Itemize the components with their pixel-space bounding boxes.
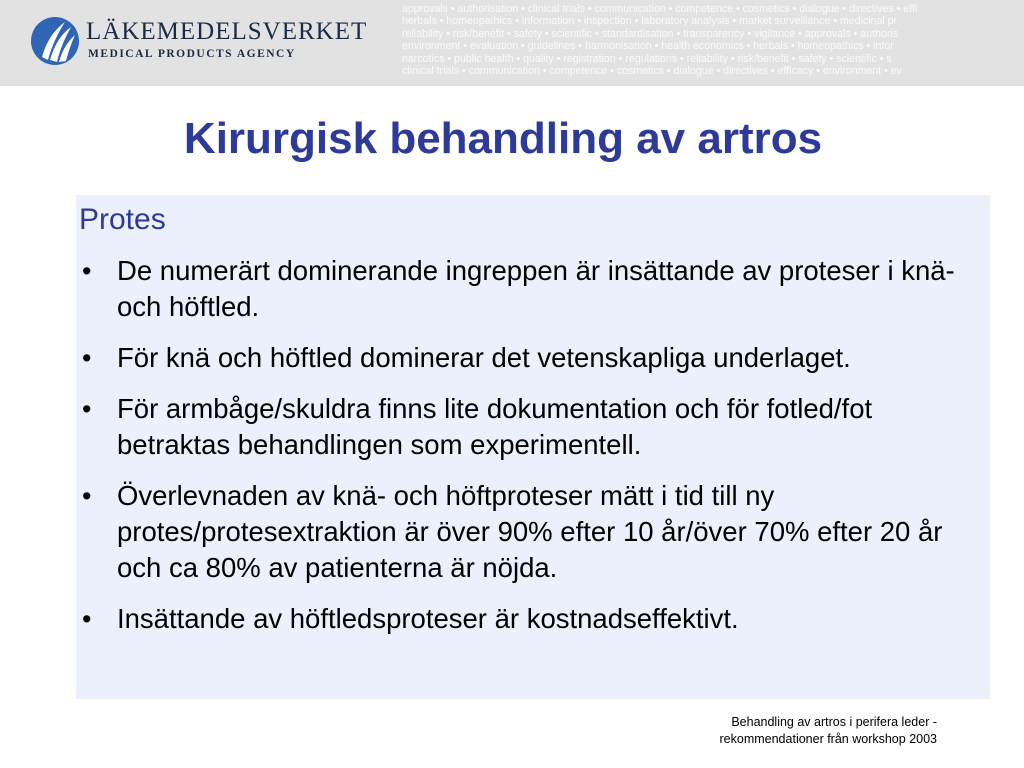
footer-line: rekommendationer från workshop 2003 xyxy=(719,732,937,746)
logo-name: LÄKEMEDELSVERKET xyxy=(86,18,368,45)
bullet-icon: • xyxy=(82,394,92,424)
bullet-icon: • xyxy=(82,256,92,286)
slide-title: Kirurgisk behandling av artros xyxy=(183,114,823,163)
keyword-watermark xyxy=(402,3,1024,77)
bullet-item xyxy=(76,340,990,376)
section-heading: Protes xyxy=(79,203,166,236)
logo-emblem-icon xyxy=(30,16,80,66)
watermark-line: narcotics • public health • quality • registration • regulations • reliability • risk/benefit • safety • scientific • s xyxy=(402,52,892,65)
watermark-line: herbals • homeopathics • information • inspection • laboratory analysis • market surveillance • medicinal pr xyxy=(402,15,898,28)
footer-caption xyxy=(640,714,937,748)
bullet-text: De numerärt dominerande ingreppen är insättande av proteser i knä- och höftled. xyxy=(117,255,955,322)
header-band xyxy=(0,0,1024,86)
watermark-line: clinical trials • communication • competence • cosmetics • dialogue • directives • efficacy • environment • ev xyxy=(402,65,902,78)
logo-subtitle: MEDICAL PRODUCTS AGENCY xyxy=(88,48,296,60)
bullet-item xyxy=(76,478,990,586)
bullet-icon: • xyxy=(82,604,92,634)
footer-line: Behandling av artros i perifera leder - xyxy=(731,715,937,729)
bullet-text: Insättande av höftledsproteser är kostnadseffektivt. xyxy=(117,603,739,634)
logo xyxy=(30,14,370,70)
bullet-text: För knä och höftled dominerar det vetenskapliga underlaget. xyxy=(117,342,851,373)
bullet-text: Överlevnaden av knä- och höftproteser mätt i tid till ny protes/protesextraktion är över 90% efter 10 år/över 70% efter 20 år och ca 80% av patienterna är nöjda. xyxy=(117,480,943,583)
bullet-text: För armbåge/skuldra finns lite dokumentation och för fotled/fot betraktas behandlingen som experimentell. xyxy=(117,393,873,460)
bullet-icon: • xyxy=(82,481,92,511)
content-box xyxy=(76,195,990,699)
bullet-list xyxy=(76,253,990,652)
bullet-icon: • xyxy=(82,343,92,373)
watermark-line: reliability • risk/benefit • safety • scientific • standardisation • transparency • vigilance • approvals • authoris xyxy=(402,27,899,40)
watermark-line: environment • evaluation • guidelines • harmonisation • health economics • herbals • homeopathics • infor xyxy=(402,40,894,53)
bullet-item xyxy=(76,601,990,637)
watermark-line: approvals • authorisation • clinical trials • communication • competence • cosmetics • dialogue • directives • effi xyxy=(402,3,918,15)
bullet-item xyxy=(76,253,990,325)
bullet-item xyxy=(76,391,990,463)
